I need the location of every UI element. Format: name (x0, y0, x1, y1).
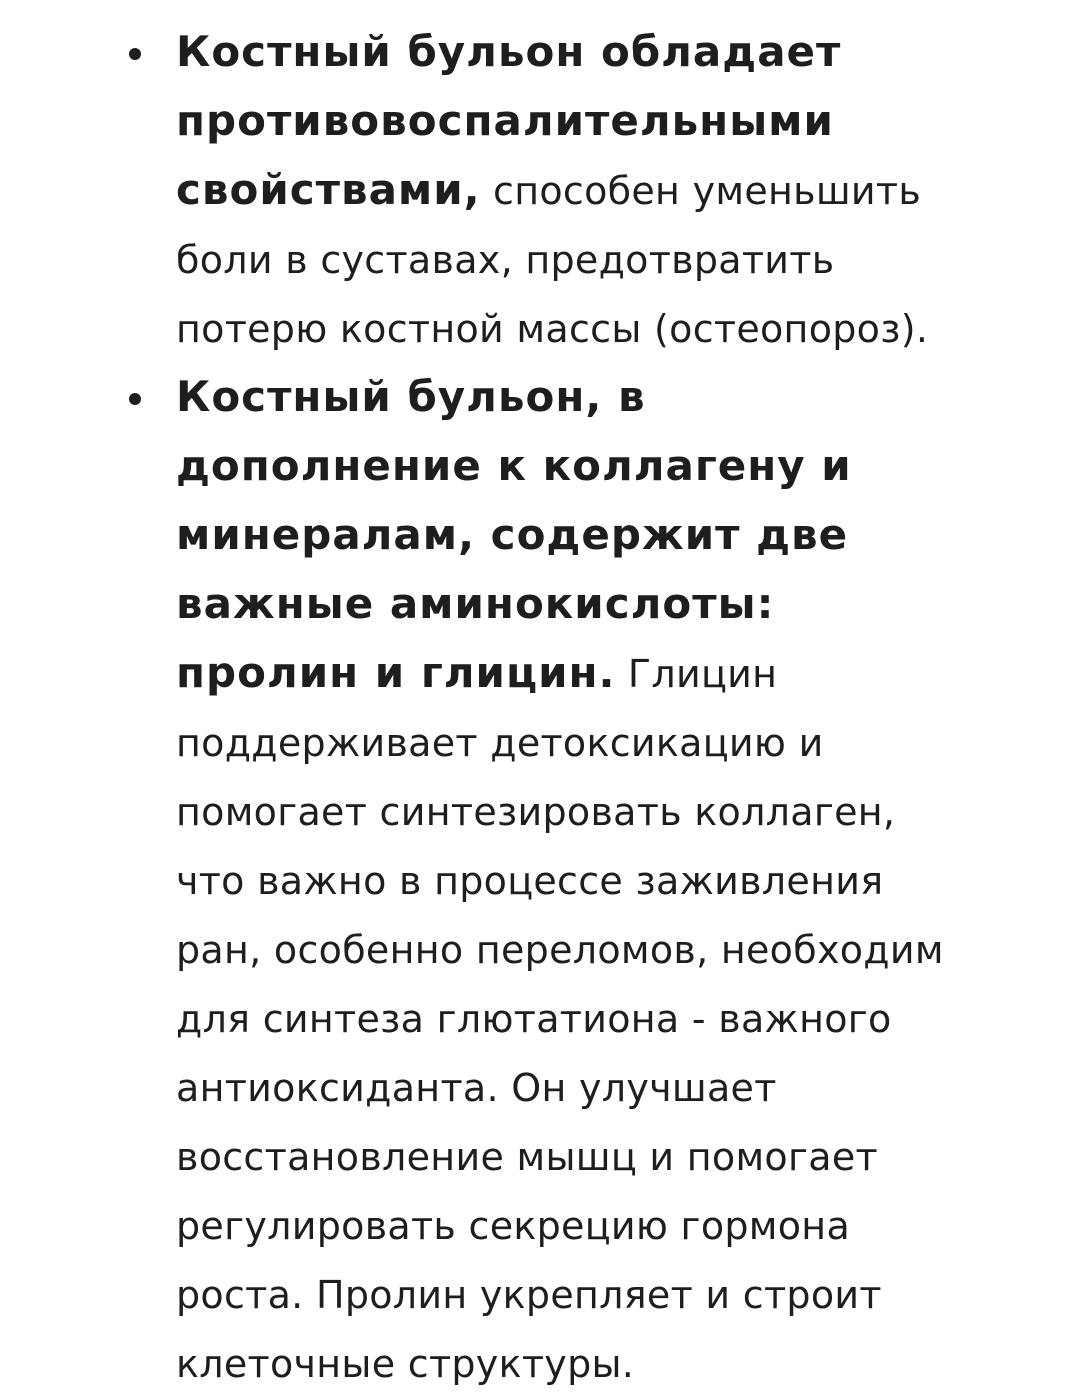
text-line: восстановление мышц и помогает (176, 1135, 878, 1179)
text-line: пролин и глицин. Глицин (176, 648, 778, 697)
text-line: Костный бульон, в (176, 372, 646, 421)
list-item (0, 18, 1080, 363)
bullet-icon (129, 393, 141, 405)
text-line: потерю костной массы (остеопороз). (176, 307, 929, 351)
text-line: регулировать секрецию гормона (176, 1204, 851, 1248)
list-item (0, 363, 1080, 1398)
text-line: помогает синтезировать коллаген, (176, 790, 896, 834)
text-line: клеточные структуры. (176, 1342, 635, 1386)
text-line: свойствами, способен уменьшить (176, 165, 922, 214)
text-line: боли в суставах, предотвратить (176, 238, 835, 282)
text-line: ран, особенно переломов, необходим (176, 928, 944, 972)
text-line: минералам, содержит две (176, 510, 849, 559)
text-line: дополнение к коллагену и (176, 441, 852, 490)
text-line: что важно в процессе заживления (176, 859, 884, 903)
text-line: Костный бульон обладает (176, 27, 842, 76)
text-line: противовоспалительными (176, 96, 834, 145)
article-body (0, 18, 1080, 1398)
text-line: антиоксиданта. Он улучшает (176, 1066, 777, 1110)
text-line: поддерживает детоксикацию и (176, 721, 824, 765)
bullet-icon (129, 48, 141, 60)
text-line: для синтеза глютатиона - важного (176, 997, 892, 1041)
bullet-list (0, 18, 1080, 1398)
text-line: роста. Пролин укрепляет и строит (176, 1273, 882, 1317)
text-line: важные аминокислоты: (176, 579, 775, 628)
